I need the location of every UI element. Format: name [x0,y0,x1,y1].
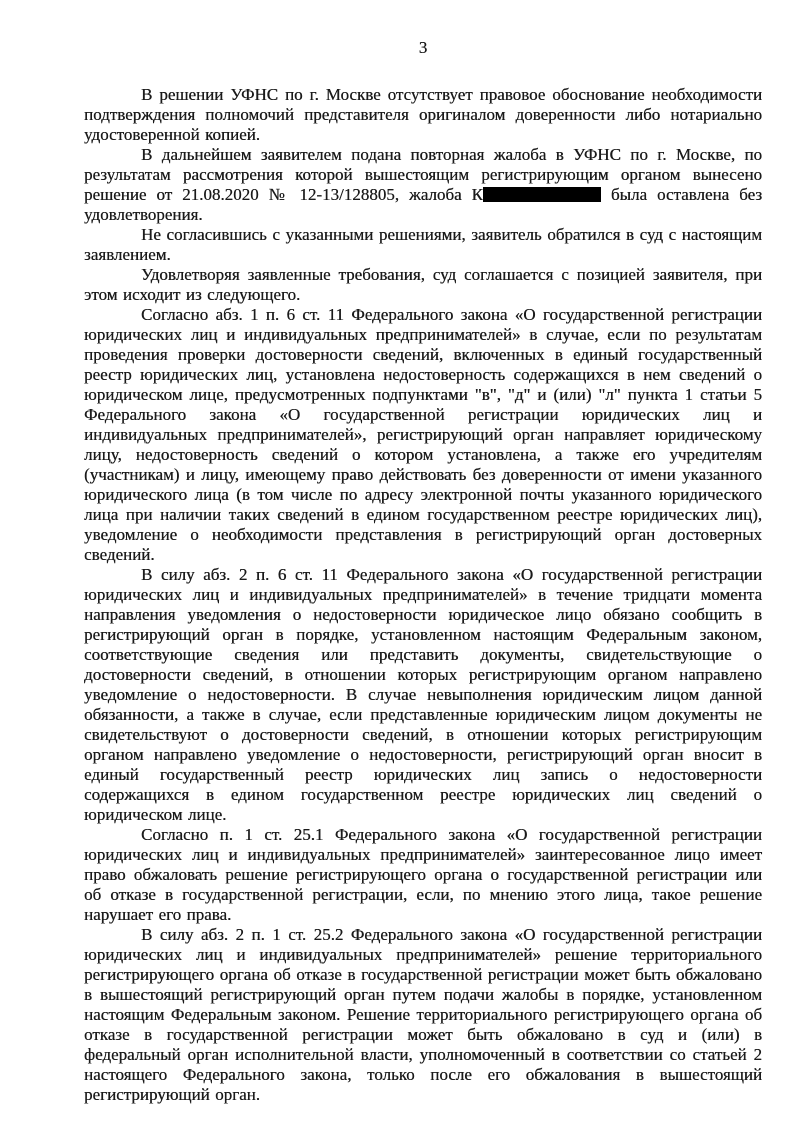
paragraph: Согласно абз. 1 п. 6 ст. 11 Федерального закона «О государственной регистрации юридических лиц и индивидуальных предпринимателей» в случае, если по результатам проведения проверки достоверности сведений, включенных в единый государственный реестр юридических лиц, установлена недостоверность содержащихся в нем сведений о юридическом лице, предусмотренных подпунктами "в", "д" и (или) "л" пункта 1 статьи 5 Федерального закона «О государственной регистрации юридических лиц и индивидуальных предпринимателей», регистрирующий орган направляет юридическому лицу, недостоверность сведений о котором установлена, а также его учредителям (участникам) и лицу, имеющему право действовать без доверенности от имени указанного юридического лица (в том числе по адресу электронной почты указанного юридического лица при наличии таких сведений в едином государственном реестре юридических лиц), уведомление о необходимости представления в регистрирующий орган достоверных сведений. [84,305,762,564]
paragraph: В решении УФНС по г. Москве отсутствует правовое обоснование необходимости подтверждения полномочий представителя оригиналом доверенности либо нотариально удостоверенной копией. [84,85,762,144]
paragraph: Удовлетворяя заявленные требования, суд соглашается с позицией заявителя, при этом исходит из следующего. [84,265,762,304]
text-block [84,85,762,1105]
redaction-bar [483,187,601,202]
paragraph: В дальнейшем заявителем подана повторная жалоба в УФНС по г. Москве, по результатам рассмотрения которой вышестоящим регистрирующим органом вынесено решение от 21.08.2020 № 12-13/128805, жалоба К была оставлена без удовлетворения. [84,145,762,224]
paragraph: Не согласившись с указанными решениями, заявитель обратился в суд с настоящим заявлением. [84,225,762,264]
page-number: 3 [418,38,428,57]
paragraph: В силу абз. 2 п. 6 ст. 11 Федерального закона «О государственной регистрации юридических лиц и индивидуальных предпринимателей» в течение тридцати момента направления уведомления о недостоверности юридическое лицо обязано сообщить в регистрирующий орган в порядке, установленном настоящим Федеральным законом, соответствующие сведения или представить документы, свидетельствующие о достоверности сведений, в отношении которых регистрирующим органом направлено уведомление о недостоверности. В случае невыполнения юридическим лицом данной обязанности, а также в случае, если представленные юридическим лицом документы не свидетельствуют о достоверности сведений, в отношении которых регистрирующим органом направлено уведомление о недостоверности, регистрирующий орган вносит в единый государственный реестр юридических лиц запись о недостоверности содержащихся в едином государственном реестре юридических лиц сведений о юридическом лице. [84,565,762,824]
paragraph: Согласно п. 1 ст. 25.1 Федерального закона «О государственной регистрации юридических лиц и индивидуальных предпринимателей» заинтересованное лицо имеет право обжаловать решение регистрирующего органа о государственной регистрации или об отказе в государственной регистрации, если, по мнению этого лица, такое решение нарушает его права. [84,825,762,924]
paragraph: В силу абз. 2 п. 1 ст. 25.2 Федерального закона «О государственной регистрации юридических лиц и индивидуальных предпринимателей» решение территориального регистрирующего органа об отказе в государственной регистрации может быть обжаловано в вышестоящий регистрирующий орган путем подачи жалобы в порядке, установленном настоящим Федеральным законом. Решение территориального регистрирующего органа об отказе в государственной регистрации может быть обжаловано в суд и (или) в федеральный орган исполнительной власти, уполномоченный в соответствии со статьей 2 настоящего Федерального закона, только после его обжалования в вышестоящий регистрирующий орган. [84,925,762,1104]
